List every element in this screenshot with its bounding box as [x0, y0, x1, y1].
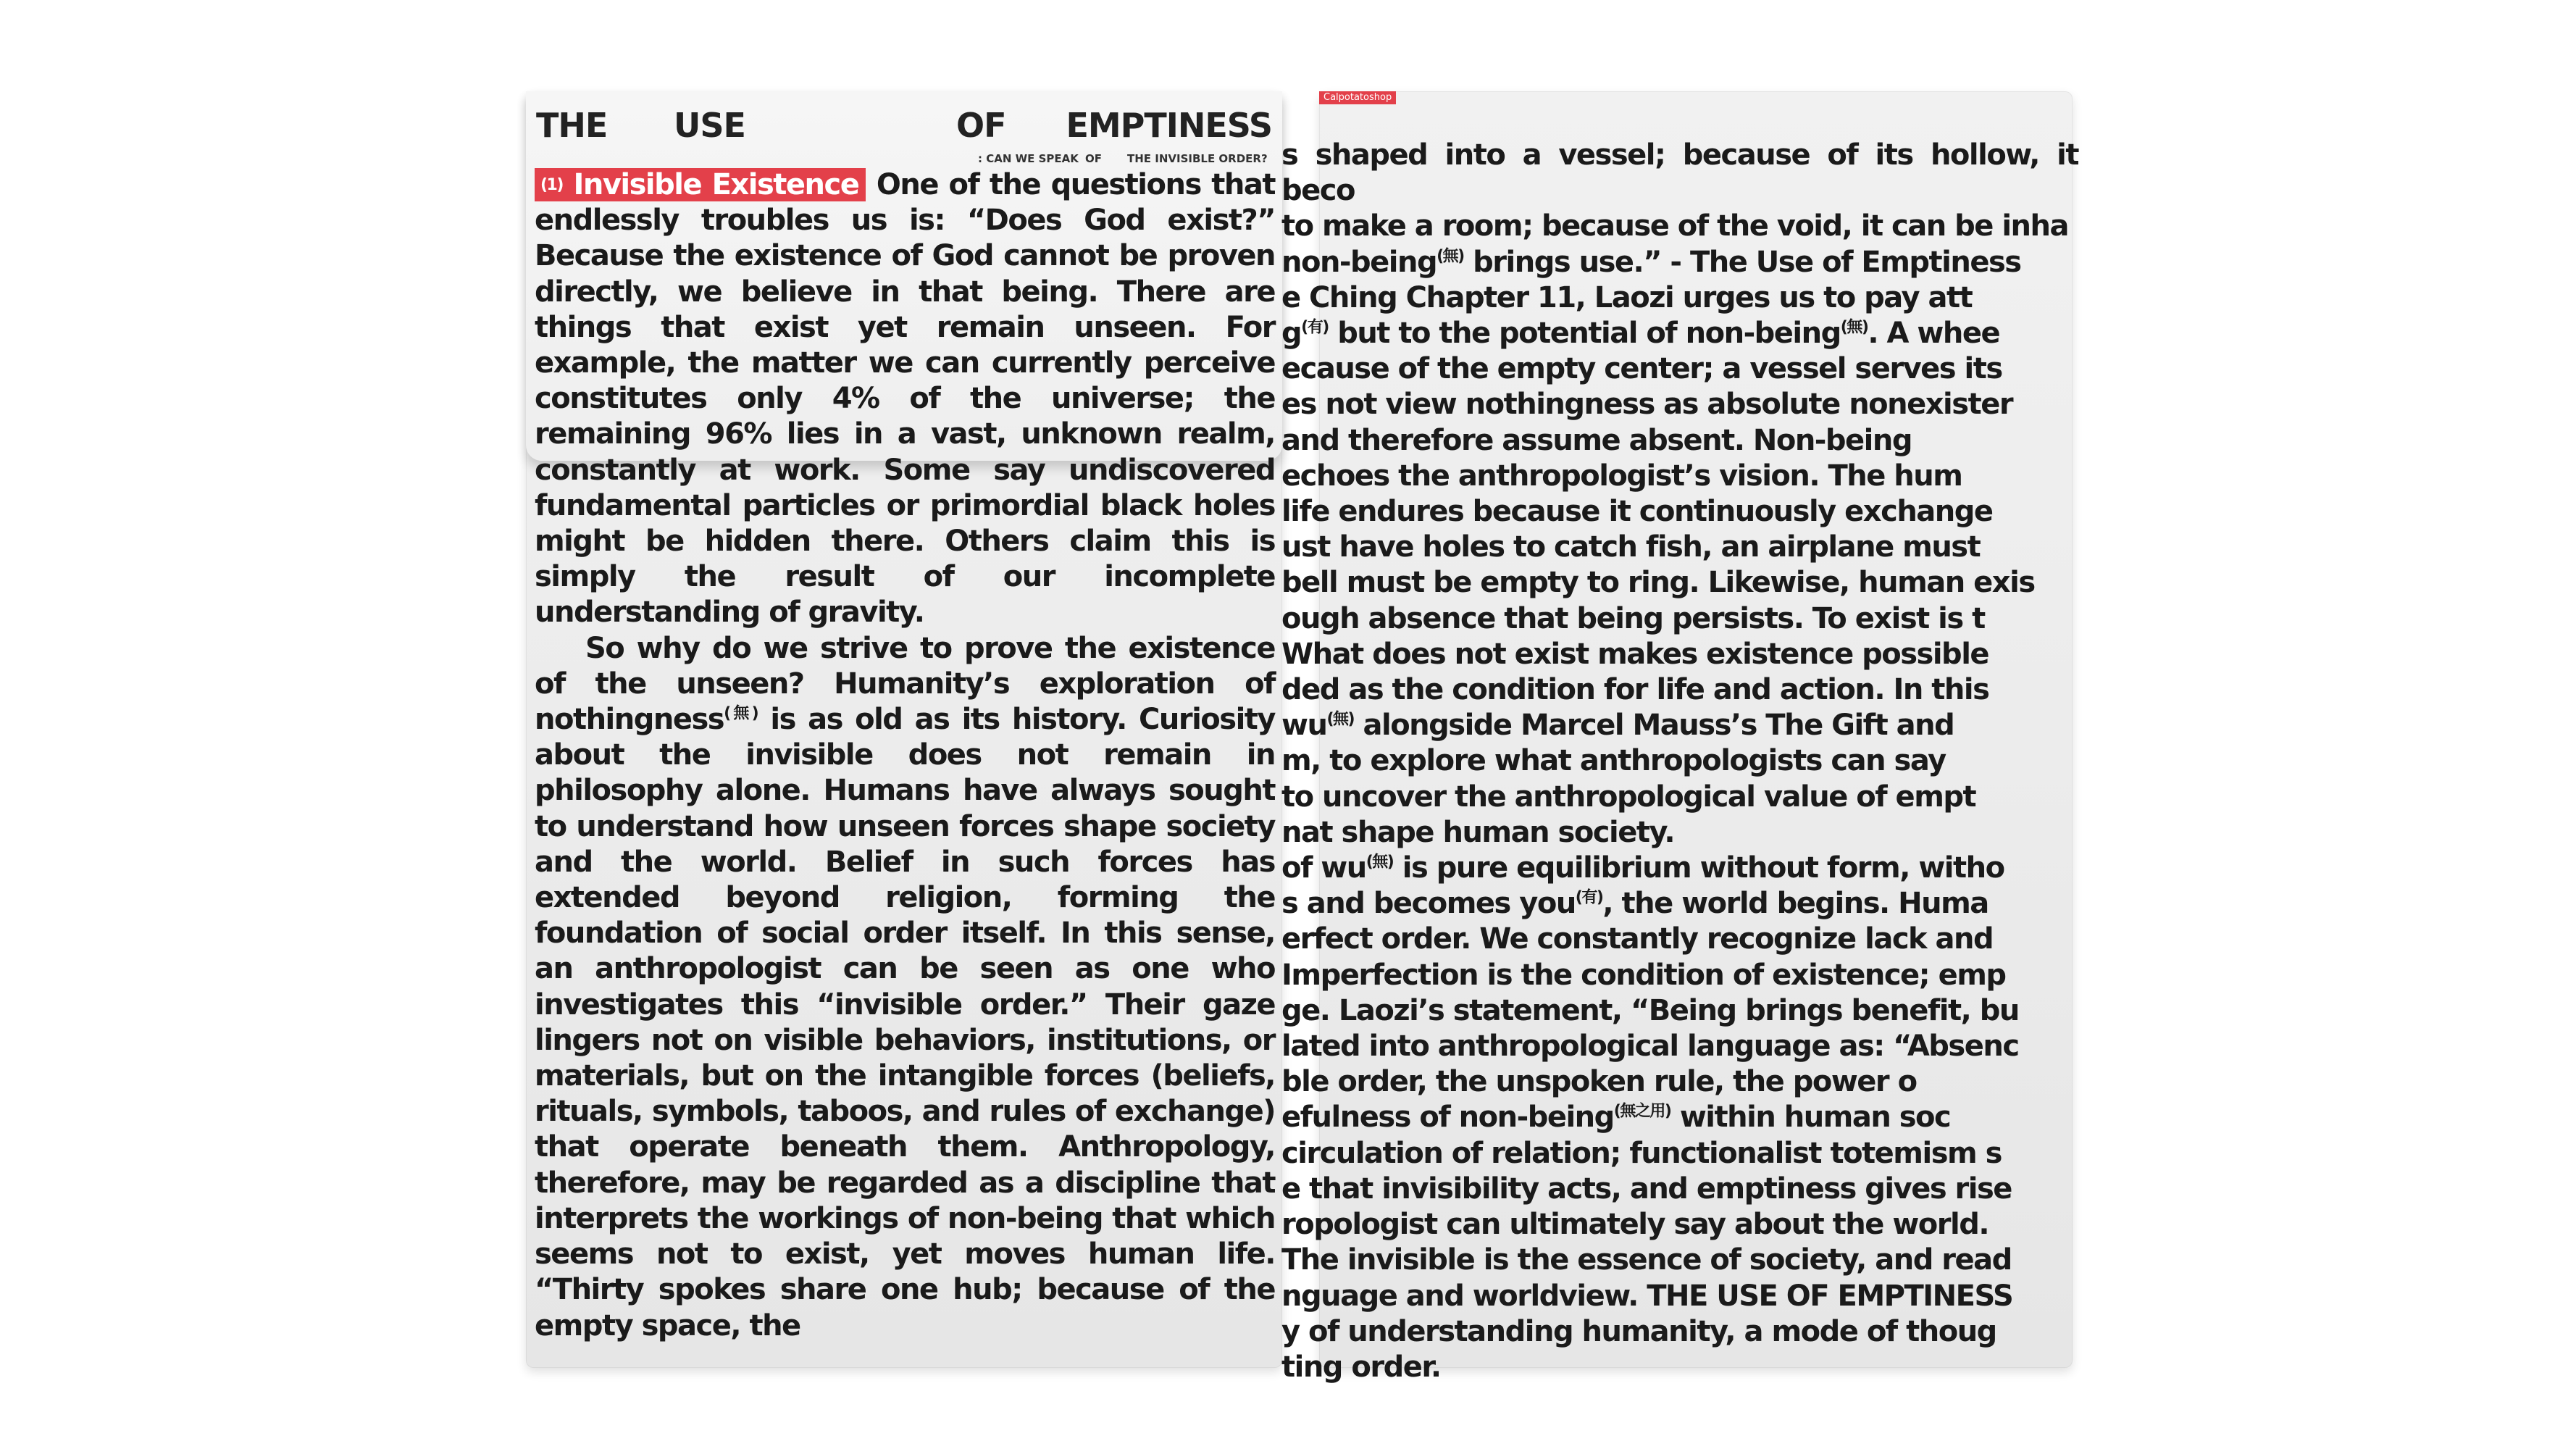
paragraph-2-text-b: is as old as its history. Curiosity about the invisible does not remain in philosophy alone. Humans have always sought to understand how unseen forces shape society and the world. Belief in such forces has extended beyond religion, forming the foundation of social order itself. In this sense, an anthropologist can be seen as one who investigates this “invisible order.” Their gaze lingers not on visible behaviors, institutions, or materials, but on the intangible forces (beliefs, rituals, symbols, taboos, and rules of exchange) that operate beneath them. Anthropology, therefore, may be regarded as a discipline that interprets the workings of non-being that which seems not to exist, yet moves human life. “Thirty spokes share one hub; because of the empty space, the — [535, 703, 1275, 1342]
text-line: and therefore assume absent. Non-being — [1281, 423, 1912, 457]
text-span: . A whee — [1868, 317, 2000, 351]
hanja-sup: (無) — [1840, 318, 1868, 337]
masthead-subtitle-1: : CAN WE SPEAK — [978, 152, 1079, 165]
text-line: ecause of the empty center; a vessel serves its — [1281, 352, 2002, 386]
hanja-sup: (無) — [724, 704, 758, 723]
text-span: s and becomes you — [1281, 887, 1576, 921]
shop-tag-right: Calpotatoshop — [1319, 91, 1396, 104]
text-line: lated into anthropological language as: “Absenc — [1281, 1030, 2019, 1064]
text-line — [1281, 1100, 2078, 1135]
section-number: (1) — [540, 176, 563, 194]
text-line — [1281, 316, 2078, 351]
paragraph-2-text-a: So why do we strive to prove the existence of the unseen? Humanity’s exploration of nothingness — [535, 631, 1275, 737]
hanja-sup: (無之用) — [1613, 1103, 1671, 1122]
right-panel — [1281, 91, 2078, 1384]
hanja-sup: (無) — [1366, 853, 1394, 872]
text-line: erfect order. We constantly recognize lack and — [1281, 922, 1994, 956]
masthead-subtitle-3: THE INVISIBLE ORDER? — [1127, 152, 1268, 165]
left-body-text — [535, 167, 1275, 1344]
text-line: nat shape human society. — [1281, 815, 1675, 849]
text-line: s shaped into a vessel; because of its hollow, it beco — [1281, 138, 2078, 208]
masthead — [536, 106, 1272, 172]
text-span: efulness of non-being — [1281, 1101, 1614, 1135]
text-span: but to the potential of non-being — [1328, 317, 1841, 351]
text-line: circulation of relation; functionalist totemism s — [1281, 1136, 2002, 1170]
text-span: is pure equilibrium without form, witho — [1393, 851, 2004, 885]
text-span: g — [1281, 317, 1302, 351]
hanja-sup: (無) — [1326, 710, 1355, 729]
text-span: non-being — [1281, 245, 1437, 279]
text-line — [1281, 851, 2078, 886]
text-line: y of understanding humanity, a mode of thoug — [1281, 1314, 1996, 1348]
paragraph-1 — [535, 167, 1275, 631]
text-span: brings use.” - The Use of Emptiness — [1463, 245, 2021, 279]
text-line: ble order, the unspoken rule, the power o — [1281, 1065, 1917, 1099]
section-label — [535, 168, 866, 201]
masthead-word-of: OF — [956, 106, 1006, 145]
paragraph-1-text: One of the questions that endlessly troubles us is: “Does God exist?” Because the existence of God cannot be proven directly, we believe in that being. There are things that exist yet remain unseen. For example, the matter we can currently perceive constitutes only 4% of the universe; the remaining 96% lies in a vast, unknown realm, constantly at work. Some say undiscovered fundamental particles or primordial black holes might be hidden there. Others claim this is simply the result of our incomplete understanding of gravity. — [535, 168, 1276, 630]
hanja-sup: (有) — [1575, 888, 1603, 907]
text-line: to make a room; because of the void, it can be inha — [1281, 209, 2068, 243]
masthead-word-use: USE — [674, 106, 745, 145]
text-line: ough absence that being persists. To exist is t — [1281, 601, 1985, 635]
left-panel — [526, 91, 1282, 1368]
text-line: e that invisibility acts, and emptiness gives rise — [1281, 1172, 2012, 1206]
text-span: within human soc — [1670, 1101, 1951, 1135]
hanja-sup: (有) — [1301, 318, 1329, 337]
right-body-text — [1281, 138, 2078, 1385]
text-line: life endures because it continuously exchange — [1281, 495, 1993, 529]
text-span: alongside Marcel Mauss’s The Gift and — [1354, 709, 1954, 743]
text-line: to uncover the anthropological value of empt — [1281, 780, 1976, 814]
masthead-word-the: THE — [536, 106, 608, 145]
text-line: ting order. — [1281, 1350, 1441, 1384]
text-line: nguage and worldview. THE USE OF EMPTINESS — [1281, 1279, 2013, 1313]
text-line: bell must be empty to ring. Likewise, human exis — [1281, 566, 2035, 600]
text-line: m, to explore what anthropologists can say — [1281, 744, 1946, 778]
text-line: Imperfection is the condition of existence; emp — [1281, 958, 2006, 992]
text-line: What does not exist makes existence possible — [1281, 637, 1989, 671]
masthead-word-emptiness: EMPTINESS — [1066, 106, 1272, 145]
hanja-sup: (無) — [1437, 247, 1464, 266]
text-span: wu — [1281, 709, 1327, 743]
text-line: ded as the condition for life and action. In this — [1281, 673, 1989, 707]
text-line — [1281, 708, 2078, 743]
text-span: , the world begins. Huma — [1602, 887, 1989, 921]
text-line: es not view nothingness as absolute nonexister — [1281, 388, 2013, 422]
masthead-subtitle-2: OF — [1085, 152, 1102, 165]
paragraph-2 — [535, 631, 1275, 1344]
text-line: echoes the anthropologist’s vision. The hum — [1281, 459, 1962, 493]
text-line: e Ching Chapter 11, Laozi urges us to pay att — [1281, 280, 1973, 314]
text-line — [1281, 245, 2078, 280]
section-title: Invisible Existence — [573, 168, 859, 201]
text-span: of wu — [1281, 851, 1366, 885]
text-line: The invisible is the essence of society, and read — [1281, 1243, 2012, 1277]
text-line — [1281, 886, 2078, 922]
text-line: ropologist can ultimately say about the world. — [1281, 1208, 1989, 1242]
text-line: ge. Laozi’s statement, “Being brings benefit, bu — [1281, 993, 2019, 1027]
text-line: ust have holes to catch fish, an airplane must — [1281, 530, 1981, 564]
